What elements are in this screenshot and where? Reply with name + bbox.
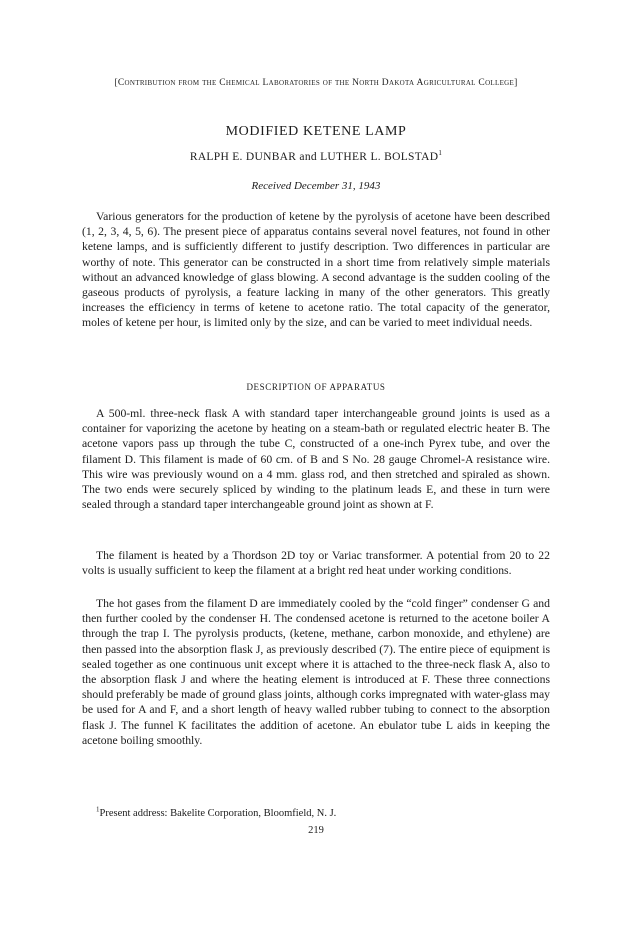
author-line: [82, 151, 550, 163]
footnote: [82, 807, 550, 820]
author-footnote-mark: 1: [438, 149, 443, 158]
page-number: 219: [308, 825, 324, 836]
apparatus-paragraph-1: A 500-ml. three-neck flask A with standard taper interchangeable ground joints is used as a container for vaporizing the acetone by heating on a steam-bath or regulated electric heater B. The acetone vapors pass up through the tube C, constructed of a one-inch Pyrex tube, and over the filament D. This filament is made of 60 cm. of B and S No. 28 gauge Chromel-A resistance wire. This wire was previously wound on a 4 mm. glass rod, and then stretched and spiraled as shown. The two ends were securely spliced by winding to the platinum leads E, and these in turn were sealed through a standard taper interchangeable ground joint as shown at F.: [82, 407, 550, 512]
apparatus-paragraph-3: The hot gases from the filament D are immediately cooled by the “cold finger” condenser G and then further cooled by the condenser H. The condensed acetone is returned to the acetone boiler A through the trap I. The pyrolysis products, (ketene, methane, carbon monoxide, and ethylene) are then passed into the absorption flask J, as previously described (7). The entire piece of equipment is sealed together as one continuous unit except where it is attached to the three-neck flask A, also to the absorption flask J and where the heating element is introduced at F. These three connections should preferably be made of ground glass joints, although corks impregnated with water-glass may be used for A and F, and a short length of heavy walled rubber tubing to connect to the absorption flask J. The funnel K facilitates the addition of acetone. An ebulator tube L aids in keeping the acetone boiling smoothly.: [82, 597, 550, 747]
received-date: Received December 31, 1943: [251, 180, 381, 192]
apparatus-paragraph-2: The filament is heated by a Thordson 2D toy or Variac transformer. A potential from 20 to 22 volts is usually sufficient to keep the filament at a bright red heat under working conditions.: [82, 549, 550, 578]
footnote-text: Present address: Bakelite Corporation, Bloomfield, N. J.: [99, 808, 337, 819]
footnote-mark: 1: [96, 805, 100, 814]
contribution-line: [Contribution from the Chemical Laboratories of the North Dakota Agricultural College]: [114, 78, 518, 88]
article-title: MODIFIED KETENE LAMP: [225, 124, 407, 139]
author-names: RALPH E. DUNBAR and LUTHER L. BOLSTAD: [189, 151, 439, 163]
section-heading: DESCRIPTION OF APPARATUS: [246, 382, 386, 392]
intro-paragraph: Various generators for the production of ketene by the pyrolysis of acetone have been described (1, 2, 3, 4, 5, 6). The present piece of apparatus contains several novel features, not found in other ketene lamps, and is sufficiently different to justify description. Two differences in particular are worthy of note. This generator can be constructed in a short time from relatively simple materials without an advanced knowledge of glass blowing. A second advantage is the sudden cooling of the gaseous products of pyrolysis, a feature lacking in many of the other generators. This greatly increases the efficiency in terms of ketene to acetone ratio. The total capacity of the generator, moles of ketene per hour, is limited only by the size, and can be varied to meet individual needs.: [82, 210, 550, 330]
